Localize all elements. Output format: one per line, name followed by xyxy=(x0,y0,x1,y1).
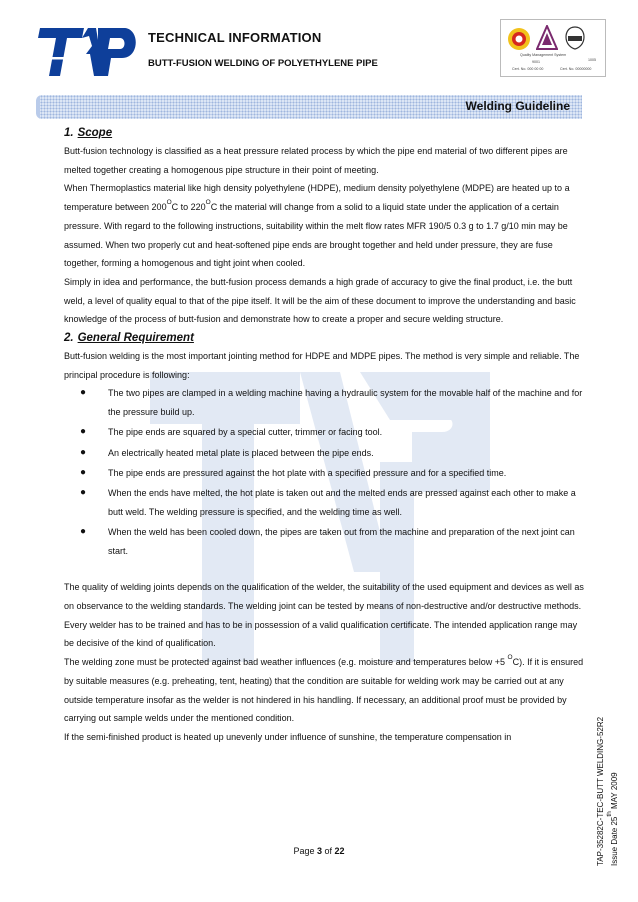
bullet-icon: ● xyxy=(80,426,87,438)
bullet-icon: ● xyxy=(80,446,87,458)
semi-finished-paragraph: If the semi-finished product is heated up unevenly under influence of sunshine, the temperature compensation in xyxy=(64,731,512,742)
ukas-cert-icon xyxy=(562,25,588,51)
cert-caption-1: Quality Management System xyxy=(520,53,567,57)
scope-paragraph-3: Simply in idea and performance, the butt-fusion process demands a high grade of accuracy to give the final product, i.e. the butt weld, a level of quality equal to that of the pipe itself. It will be the aim of these document to improve the understanding and basic knowledge of the process of butt-fusion and demonstrate how to create a proper and secure welding structure. xyxy=(64,276,576,325)
tap-logo xyxy=(38,24,138,80)
list-item: ● The pipe ends are squared by a special cutter, trimmer or facing tool. xyxy=(64,423,584,442)
document-code: TAP-35282C-TEC-BUTT WELDING-52R2 xyxy=(596,716,605,866)
bullet-icon: ● xyxy=(80,467,87,479)
bullet-icon: ● xyxy=(80,387,87,399)
bullet-icon: ● xyxy=(80,487,87,499)
section-heading-general-requirement: 2. General Requirement xyxy=(64,332,194,345)
document-body xyxy=(64,124,584,747)
scope-paragraph-2: When Thermoplastics material like high density polyethylene (HDPE), medium density polyethylene (MDPE) are heated up to a temperature between $200^OC$ to $220^OC$ the material will change from a solid to a liquid state under the application of a certain pressure. With regard to the following instructions, suitability within the melt flow rates MFR 190/5 0.3 g to 1.7 g/10 min may be assumed. When two properly cut and heat-softened pipe ends are brought together and held under pressure, they are fuse together, forming a homogenous and tight joint when cooled. xyxy=(64,183,570,269)
cert-caption-4: Cert. No. 00000000 xyxy=(560,67,592,71)
bullet-icon: ● xyxy=(80,526,87,538)
banner-label: Welding Guideline xyxy=(465,99,570,113)
list-item: ● When the ends have melted, the hot plate is taken out and the melted ends are pressed against each other to make a butt weld. The welding pressure is specified, and the welding time as well. xyxy=(64,484,584,521)
cert-caption-5: 1005 xyxy=(588,58,596,62)
header-title: TECHNICAL INFORMATION xyxy=(148,30,322,45)
page-number: Page 3 of 22 xyxy=(293,846,345,856)
quality-paragraph: The quality of welding joints depends on the qualification of the welder, the suitability of the used equipment and devices as well as on observance to the welding standards. The welding joint can be tested by means of non-destructive and/or destructive methods. Every welder has to be trained and has to be in possession of a valid qualification certificate. The intended application range may be decisive of the kind of qualification. xyxy=(64,582,584,649)
sgs-cert-icon xyxy=(506,26,532,52)
issue-date: Issue Date 25th MAY 2009 xyxy=(606,772,619,866)
triangle-cert-icon xyxy=(536,25,558,51)
side-document-code xyxy=(596,716,626,866)
procedure-bullet-list xyxy=(64,384,584,560)
general-intro-paragraph: Butt-fusion welding is the most important jointing method for HDPE and MDPE pipes. The method is very simple and reliable. The principal procedure is following: xyxy=(64,351,580,380)
section-heading-scope: 1. Scope xyxy=(64,127,113,139)
list-item: ● When the weld has been cooled down, the pipes are taken out from the machine and preparation of the next joint can start. xyxy=(64,523,584,560)
list-item: ● The two pipes are clamped in a welding machine having a hydraulic system for the movable half of the machine and for the pressure build up. xyxy=(64,384,584,421)
header-subtitle: BUTT-FUSION WELDING OF POLYETHYLENE PIPE xyxy=(148,58,378,69)
welding-zone-paragraph: The welding zone must be protected against bad weather influences (e.g. moisture and temperatures below +5 $^O$C). If it is ensured by suitable measures (e.g. preheating, tent, heating) that the condition are suitable for welding work may be carried out at any outside temperature insofar as the welder is not hindered in his handling. If necessary, an additional proof must be provided by carrying out sample welds under the mentioned condition. xyxy=(64,654,584,724)
list-item: ● The pipe ends are pressured against the hot plate with a specified pressure and for a specified time. xyxy=(64,464,584,483)
scope-paragraph-1: Butt-fusion technology is classified as a heat pressure related process by which the pipe end material of two different pipes are melted together creating a homogenous pipe structure in their point of meeting. xyxy=(64,146,568,175)
cert-caption-2: 9001 xyxy=(532,60,540,64)
cert-caption-3: Cert. No. 000 00 00 xyxy=(512,67,544,71)
list-item: ● An electrically heated metal plate is placed between the pipe ends. xyxy=(64,444,584,463)
